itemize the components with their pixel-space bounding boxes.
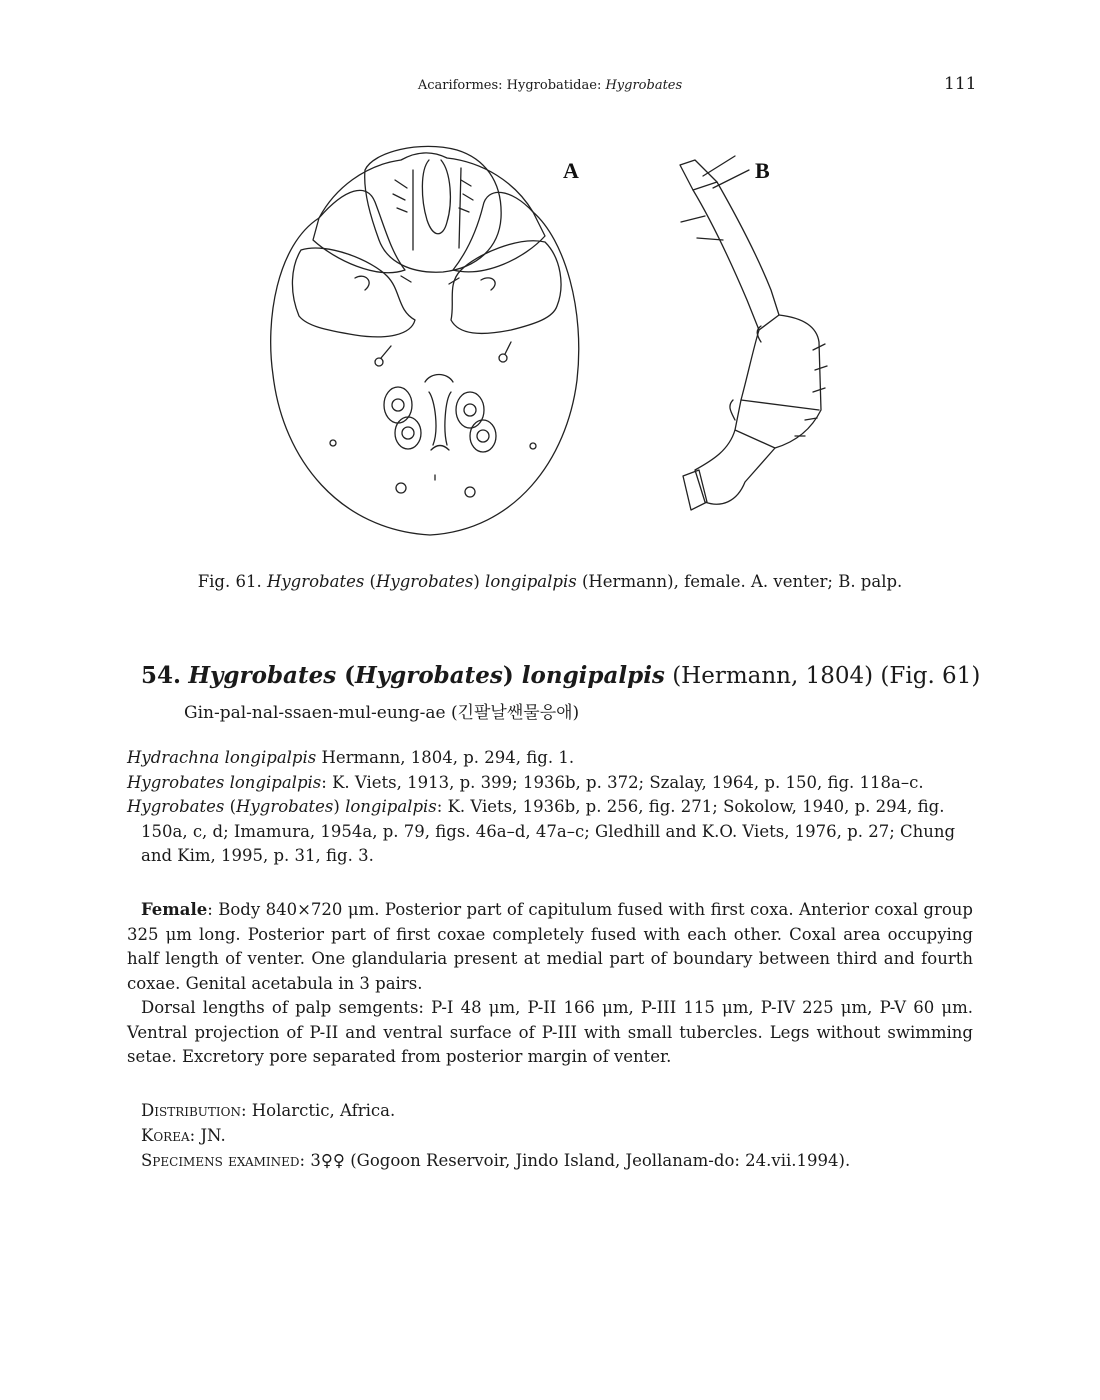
description-paragraph-palp: Dorsal lengths of palp semgents: P-I 48 μm, P-II 166 μm, P-III 115 μm, P-IV 225 μm, P-V 60 μm. Ventral projection of P-II and ventral surface of P-III with small tubercles. Legs without swimming setae. Excretory pore separated from posterior margin of venter. <box>127 998 973 1066</box>
synonymy-entry <box>127 771 973 796</box>
species-heading: 54. Hygrobates (Hygrobates) longipalpis (Hermann, 1804) (Fig. 61) <box>141 662 981 689</box>
caption-rest: (Hermann), female. A. venter; B. palp. <box>576 572 903 591</box>
synonymy-entry <box>127 746 973 771</box>
korean-name <box>184 698 579 723</box>
caption-species: longipalpis <box>485 572 577 591</box>
heading-subgenus: Hygrobates <box>355 662 503 689</box>
synonymy-text: : K. Viets, 1913, p. 399; 1936b, p. 372; Szalay, 1964, p. 150, fig. 118a–c. <box>321 772 924 792</box>
figure-label-a: A <box>563 158 579 183</box>
synonymy-subgenus: Hygrobates <box>236 797 334 816</box>
heading-genus: Hygrobates <box>188 662 337 689</box>
synonymy-list <box>127 746 973 869</box>
distribution-line <box>141 1098 850 1123</box>
running-head <box>0 78 1100 93</box>
synonymy-genus: Hygrobates <box>127 797 225 816</box>
running-head-prefix: Acariformes: Hygrobatidae: <box>417 78 606 93</box>
records <box>141 1098 850 1173</box>
specimens-label: Specimens examined <box>141 1151 300 1170</box>
female-label: Female <box>141 900 208 919</box>
caption-genus: Hygrobates <box>266 572 365 591</box>
synonymy-entry: Hygrobates (Hygrobates) longipalpis: K. Viets, 1936b, p. 256, fig. 271; Sokolow, 1940, p. 294, fig. 150a, c, d; Imamura, 1954a, p. 79, figs. 46a–d, 47a–c; Gledhill and K.O. Viets, 1976, p. 27; Chung and Kim, 1995, p. 31, fig. 3. <box>127 797 956 865</box>
korea-value: : JN. <box>189 1126 226 1145</box>
synonymy-name: Hydrachna longipalpis <box>127 748 317 767</box>
korean-hangul: (긴팔날쌘물응애) <box>450 703 580 723</box>
specimens-value: : 3♀♀ (Gogoon Reservoir, Jindo Island, Jeollanam-do: 24.vii.1994). <box>299 1151 851 1170</box>
palp-outline <box>680 160 821 504</box>
distribution-value: : Holarctic, Africa. <box>240 1101 396 1120</box>
figure-caption: Fig. 61. Hygrobates (Hygrobates) longipalpis (Hermann), female. A. venter; B. palp. <box>197 572 903 591</box>
coxa-left <box>313 190 405 272</box>
synonymy-text: Hermann, 1804, p. 294, fig. 1. <box>316 748 575 767</box>
heading-species: longipalpis <box>521 662 665 689</box>
description-paragraph-female <box>127 898 973 996</box>
figure-label-b: B <box>755 158 770 183</box>
korea-line <box>141 1123 850 1148</box>
heading-authority: (Hermann, 1804) (Fig. 61) <box>672 663 981 689</box>
description <box>127 898 973 1070</box>
caption-fig-label: Fig. 61. <box>197 572 267 591</box>
synonymy-species: longipalpis <box>345 797 437 816</box>
figure-61 <box>215 130 860 555</box>
mite-illustration <box>215 130 860 555</box>
caption-subgenus: Hygrobates <box>376 572 474 591</box>
female-text: : Body 840×720 μm. Posterior part of capitulum fused with first coxa. Anterior coxal group 325 μm long. Posterior part of first coxae completely fused with each other. Coxal area occupying half length of venter. One glandularia present at medial part of boundary between third and fourth coxae. Genital acetabula in 3 pairs. <box>127 900 973 993</box>
running-head-genus: Hygrobates <box>605 78 683 93</box>
synonymy-text: : K. Viets, 1936b, p. 256, fig. 271; Sokolow, 1940, p. 294, fig. 150a, c, d; Imamura, 1954a, p. 79, figs. 46a–d, 47a–c; Gledhill and K.O. Viets, 1976, p. 27; Chung and Kim, 1995, p. 31, fig. 3. <box>141 797 956 865</box>
specimens-line <box>141 1148 850 1173</box>
synonymy-name: Hygrobates longipalpis <box>127 772 322 792</box>
coxa-3-right <box>451 241 561 334</box>
korea-label: Korea <box>141 1126 190 1145</box>
heading-number: 54. <box>141 662 182 689</box>
distribution-label: Distribution <box>141 1101 241 1120</box>
capitulum <box>365 146 501 272</box>
page-number: 111 <box>944 74 977 94</box>
korean-romanized: Gin-pal-nal-ssaen-mul-eung-ae <box>184 703 446 723</box>
